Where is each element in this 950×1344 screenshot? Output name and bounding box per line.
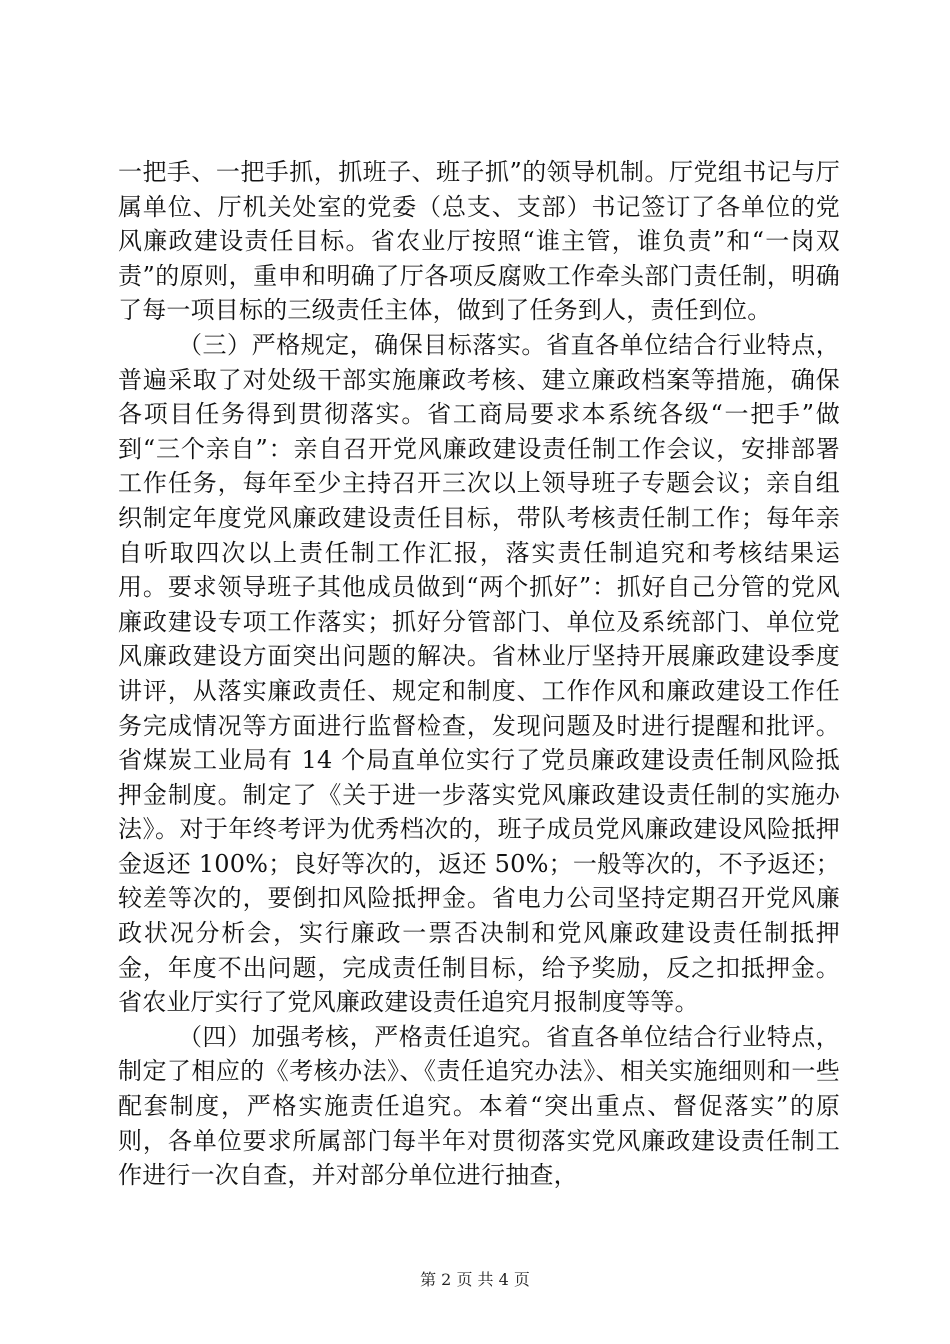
paragraph-3: （四）加强考核，严格责任追究。省直各单位结合行业特点，制定了相应的《考核办法》、《责任追究办法》、相关实施细则和一些配套制度，严格实施责任追究。本着“突出重点、督促落实”的原则，各单位要求所属部门每半年对贯彻落实党风廉政建设责任制工作进行一次自查，并对部分单位进行抽查， xyxy=(118,1022,840,1190)
document-body xyxy=(118,155,840,1193)
page-footer: 第 2 页 共 4 页 xyxy=(420,1270,530,1289)
paragraph-1: 一把手、一把手抓，抓班子、班子抓”的领导机制。厅党组书记与厅属单位、厅机关处室的党委（总支、支部）书记签订了各单位的党风廉政建设责任目标。省农业厅按照“谁主管，谁负责”和“一岗双责”的原则，重申和明确了厅各项反腐败工作牵头部门责任制，明确了每一项目标的三级责任主体，做到了任务到人，责任到位。 xyxy=(118,158,840,325)
paragraph-2: （三）严格规定，确保目标落实。省直各单位结合行业特点，普遍采取了对处级干部实施廉政考核、建立廉政档案等措施，确保各项目任务得到贯彻落实。省工商局要求本系统各级“一把手”做到“三个亲自”：亲自召开党风廉政建设责任制工作会议，安排部署工作任务，每年至少主持召开三次以上领导班子专题会议；亲自组织制定年度党风廉政建设责任目标，带队考核责任制工作；每年亲自听取四次以上责任制工作汇报，落实责任制追究和考核结果运用。要求领导班子其他成员做到“两个抓好”：抓好自己分管的党风廉政建设专项工作落实；抓好分管部门、单位及系统部门、单位党风廉政建设方面突出问题的解决。省林业厅坚持开展廉政建设季度讲评，从落实廉政责任、规定和制度、工作作风和廉政建设工作任务完成情况等方面进行监督检查，发现问题及时进行提醒和批评。省煤炭工业局有 14 个局直单位实行了党员廉政建设责任制风险抵押金制度。制定了《关于进一步落实党风廉政建设责任制的实施办法》。对于年终考评为优秀档次的，班子成员党风廉政建设风险抵押金返还 100%；良好等次的，返还 50%；一般等次的，不予返还；较差等次的，要倒扣风险抵押金。省电力公司坚持定期召开党风廉政状况分析会，实行廉政一票否决制和党风廉政建设责任制抵押金，年度不出问题，完成责任制目标，给予奖励，反之扣抵押金。省农业厅实行了党风廉政建设责任追究月报制度等等。 xyxy=(118,330,840,1017)
